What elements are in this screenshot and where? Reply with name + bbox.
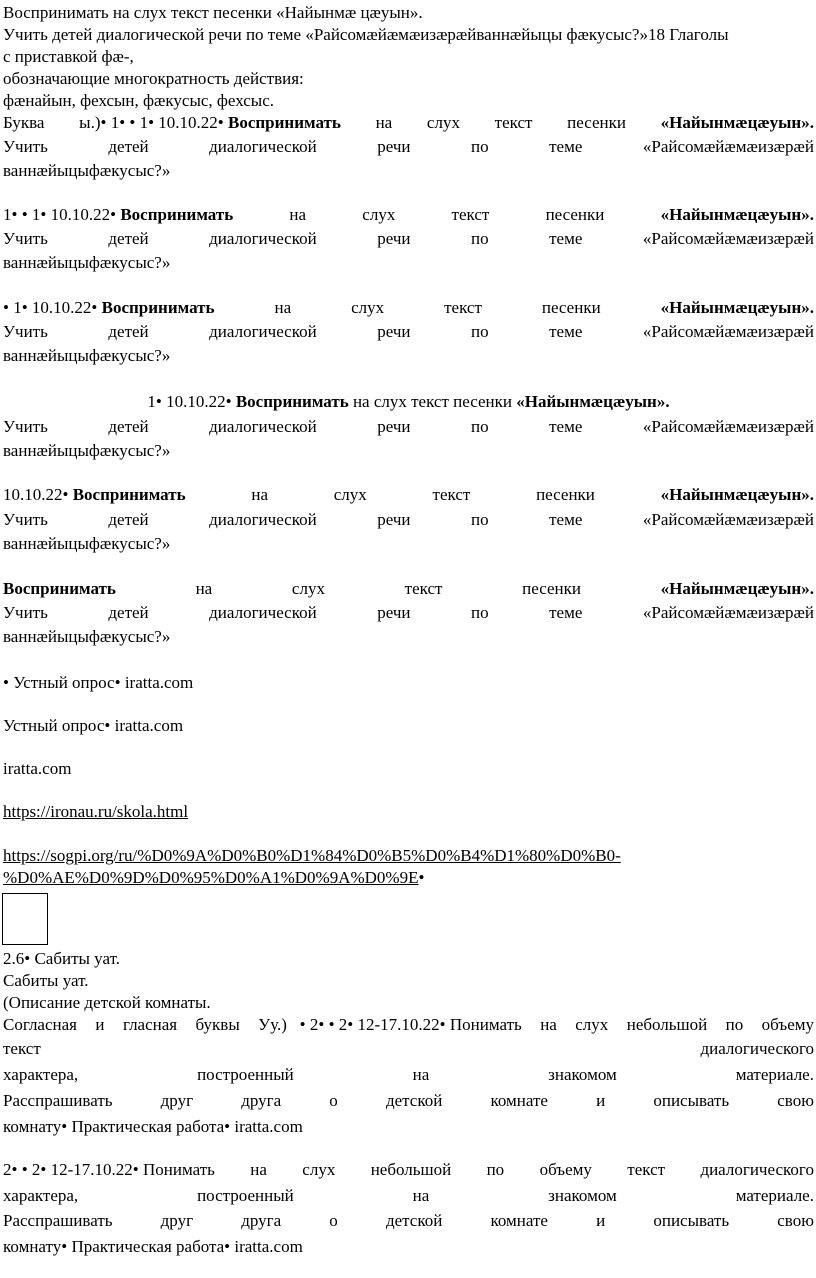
text-line: Воспринимать на слух текст песенки «Найынмæ цæуын».: [3, 3, 423, 22]
text-line: 1• 10.10.22• Воспринимать на слух текст песенки «Найынмæцæуын».: [147, 392, 670, 411]
text-line: Воспринимать на слух текст песенки «Найынмæцæуын».: [3, 579, 814, 598]
text-line: Буква ы.)• 1• • 1• 10.10.22• Воспринимать на слух текст песенки «Найынмæцæуын».: [3, 113, 814, 132]
link-line: [3, 845, 814, 866]
text-line: Сабиты уат.: [3, 971, 89, 990]
text-line: комнату• Практическая работа• iratta.com: [3, 1117, 303, 1136]
text-line: с приставкой фæ-,: [3, 47, 134, 66]
text-line: фæнайын, фехсын, фæкусыс, фехсыс.: [3, 91, 275, 110]
text-line: 10.10.22• Воспринимать на слух текст песенки «Найынмæцæуын».: [3, 485, 814, 504]
text-line: Учить детей диалогической речи по теме «Райсомæйæмæизæрæй: [3, 229, 814, 248]
text-line: Согласная и гласная буквы Уу.) • 2• • 2• 12-17.10.22• Понимать на слух небольшой по объему: [3, 1015, 814, 1034]
text-line: Учить детей диалогической речи по теме «Райсомæйæмæизæрæй: [3, 322, 814, 341]
text-line: ваннæйыцыфæкусыс?»: [3, 346, 171, 365]
text-line: характера, построенный на знакомом материале.: [3, 1065, 814, 1084]
link-line: %D0%AE%D0%9D%D0%95%D0%A1%D0%9A%D0%9E•: [3, 868, 425, 887]
link-ironau[interactable]: https://ironau.ru/skola.html: [3, 802, 189, 821]
link-sogpi-cont[interactable]: %D0%AE%D0%9D%D0%95%D0%A1%D0%9A%D0%9E: [3, 868, 419, 887]
text-line: ваннæйыцыфæкусыс?»: [3, 627, 171, 646]
text-line: Расспрашивать друг друга о детской комнате и описывать свою: [3, 1211, 814, 1230]
text-line: 2• • 2• 12-17.10.22• Понимать на слух небольшой по объему текст диалогического: [3, 1160, 814, 1179]
text-line: iratta.com: [3, 759, 72, 778]
text-line: (Описание детской комнаты.: [3, 993, 211, 1012]
text-line: Учить детей диалогической речи по теме «Райсомæйæмæизæрæй: [3, 417, 814, 436]
text-line: 1• • 1• 10.10.22• Воспринимать на слух текст песенки «Найынмæцæуын».: [3, 205, 814, 224]
text-line: комнату• Практическая работа• iratta.com: [3, 1237, 303, 1256]
text-line: • 1• 10.10.22• Воспринимать на слух текст песенки «Найынмæцæуын».: [3, 298, 814, 317]
text-line: текст диалогического: [3, 1039, 814, 1058]
text-line: ваннæйыцыфæкусыс?»: [3, 441, 171, 460]
text-line: ваннæйыцыфæкусыс?»: [3, 253, 171, 272]
text-line: Учить детей диалогической речи по теме «Райсомæйæмæизæрæй: [3, 603, 814, 622]
link-sogpi[interactable]: https://sogpi.org/ru/%D0%9A%D0%B0%D1%84%D0%B5%D0%B4%D1%80%D0%B0-: [3, 846, 621, 865]
text-line: • Устный опрос• iratta.com: [3, 673, 194, 692]
text-line: Устный опрос• iratta.com: [3, 716, 184, 735]
empty-box: [2, 893, 48, 945]
text-line: 2.6• Сабиты уат.: [3, 949, 120, 968]
text-line: характера, построенный на знакомом материале.: [3, 1186, 814, 1205]
text-line: ваннæйыцыфæкусыс?»: [3, 161, 171, 180]
text-line: Учить детей диалогической речи по теме «Райсомæйæмæизæрæйваннæйыцы фæкусыс?»18 Глаголы: [3, 25, 729, 44]
text-line: Учить детей диалогической речи по теме «Райсомæйæмæизæрæй: [3, 510, 814, 529]
link-line: [3, 801, 814, 822]
text-line: обозначающие многократность действия:: [3, 69, 304, 88]
text-line: Учить детей диалогической речи по теме «Райсомæйæмæизæрæй: [3, 137, 814, 156]
text-line: ваннæйыцыфæкусыс?»: [3, 534, 171, 553]
text-line: Расспрашивать друг друга о детской комнате и описывать свою: [3, 1091, 814, 1110]
